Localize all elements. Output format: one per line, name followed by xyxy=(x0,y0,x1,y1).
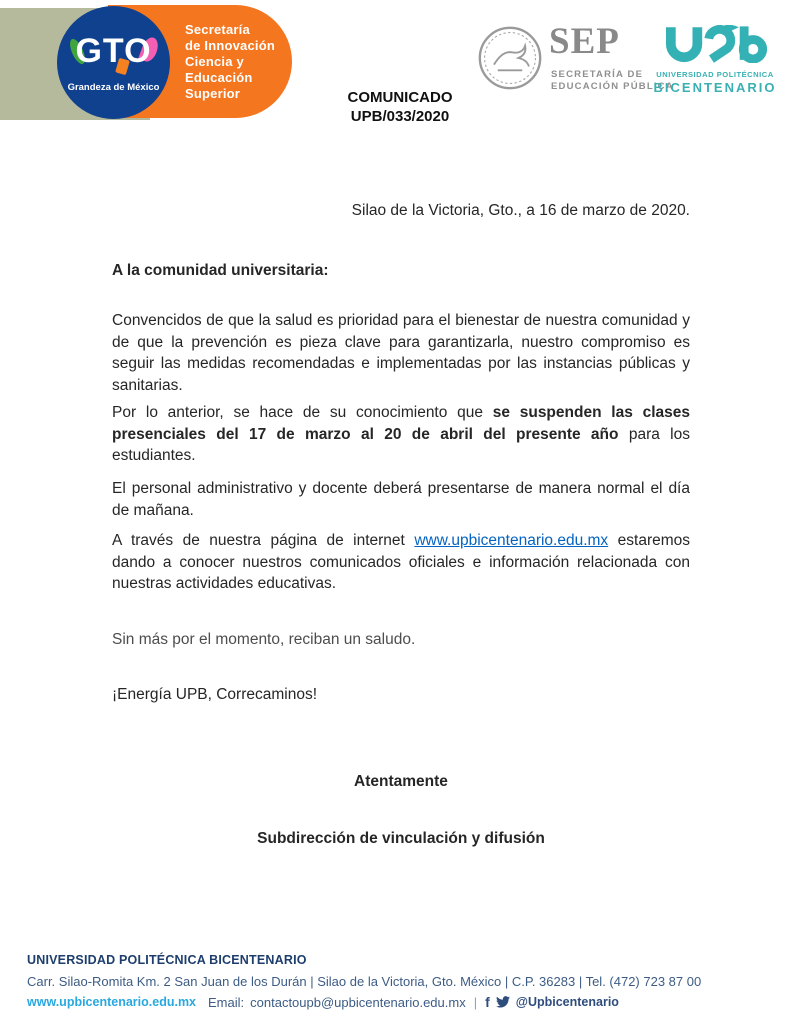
paragraph-website-pre: A través de nuestra página de internet xyxy=(112,532,415,549)
gto-logo xyxy=(57,6,170,119)
sep-subtitle-line1: SECRETARÍA DE xyxy=(551,69,644,80)
sep-logo xyxy=(477,21,677,99)
salutation: A la comunidad universitaria: xyxy=(112,262,329,279)
paragraph-website xyxy=(112,530,690,595)
paragraph-staff: El personal administrativo y docente deberá presentarse de manera normal el día de mañana. xyxy=(112,480,690,519)
footer xyxy=(27,953,777,1010)
signature-department: Subdirección de vinculación y difusión xyxy=(257,830,545,847)
footer-website: www.upbicentenario.edu.mx xyxy=(27,995,197,1009)
paragraph-suspension-bold: se suspenden las clases presenciales del 17 de marzo al 20 de abril del presente año xyxy=(112,404,691,443)
sep-acronym: SEP xyxy=(549,21,620,62)
footer-email-label: Email: xyxy=(208,994,245,1010)
slogan-line: ¡Energía UPB, Correcaminos! xyxy=(112,686,318,703)
paragraph-suspension xyxy=(112,402,690,467)
footer-separator: | xyxy=(473,994,478,1010)
gto-tagline: Grandeza de México xyxy=(67,82,160,93)
facebook-icon: f xyxy=(485,994,490,1010)
footer-social-handle: @Upbicentenario xyxy=(515,995,619,1009)
sep-subtitle-line2: EDUCACIÓN PÚBLICA xyxy=(551,81,674,92)
upb-logo xyxy=(652,25,778,95)
upb-subtitle-line1: UNIVERSIDAD POLITÉCNICA xyxy=(656,70,774,79)
footer-email: contactoupb@upbicentenario.edu.mx xyxy=(250,994,466,1010)
upb-subtitle-line2: BICENTENARIO xyxy=(653,80,777,95)
paragraph-suspension-pre: Por lo anterior, se hace de su conocimiento que xyxy=(112,404,493,421)
document-title-line1: COMUNICADO xyxy=(347,89,453,106)
mexican-seal-icon xyxy=(477,25,543,96)
signoff: Atentamente xyxy=(354,773,448,790)
secretariat-line: Secretaría xyxy=(185,21,250,37)
paragraph-health: Convencidos de que la salud es prioridad para el bienestar de nuestra comunidad y de que la prevención es pieza clave para garantizarla, nuestro compromiso es seguir las medidas recomendadas e implementadas por las instancias públicas y sanitarias. xyxy=(112,312,690,394)
paragraph-website-post: estaremos dando a conocer nuestros comunicados oficiales e información relacionada con nuestras actividades educativas. xyxy=(112,532,691,592)
secretariat-line: Educación xyxy=(185,69,253,85)
footer-university-name: UNIVERSIDAD POLITÉCNICA BICENTENARIO xyxy=(27,953,307,967)
secretariat-line: Superior xyxy=(185,85,241,101)
closing-line: Sin más por el momento, reciban un saludo. xyxy=(112,631,416,648)
date-line: Silao de la Victoria, Gto., a 16 de marzo de 2020. xyxy=(351,202,690,219)
secretariat-line: Ciencia y xyxy=(185,53,244,69)
document-title-line2: UPB/033/2020 xyxy=(350,108,450,125)
paragraph-suspension-post: para los estudiantes. xyxy=(112,425,690,464)
footer-contact-row xyxy=(27,994,777,1010)
upb-website-link[interactable]: www.upbicentenario.edu.mx xyxy=(414,532,609,549)
upb-glyph-icon xyxy=(662,50,768,67)
twitter-icon xyxy=(496,996,510,1008)
gto-acronym: GTO xyxy=(75,32,152,70)
footer-address: Carr. Silao-Romita Km. 2 San Juan de los Durán | Silao de la Victoria, Gto. México | C.P. 36283 | Tel. (472) 723 87 00 xyxy=(27,974,702,989)
secretariat-line: de Innovación xyxy=(185,37,276,53)
